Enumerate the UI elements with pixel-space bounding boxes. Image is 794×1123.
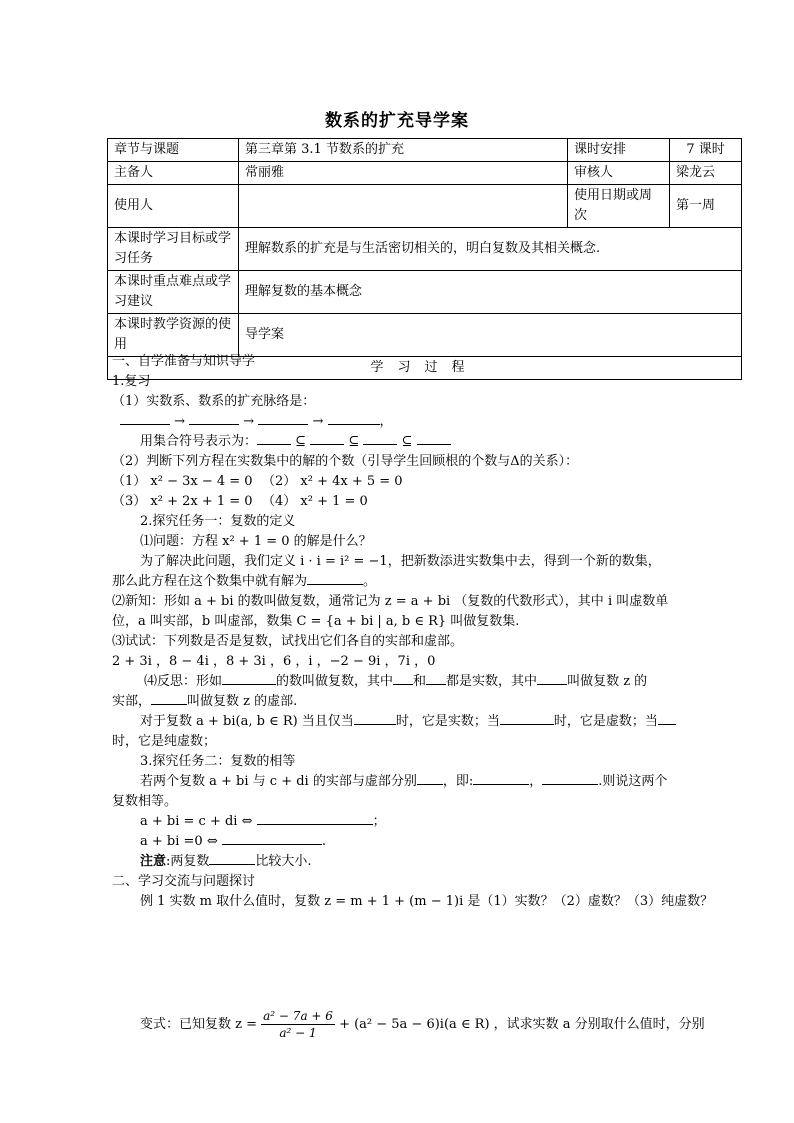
table-cell: 第三章第 3.1 节数系的扩充 <box>239 139 568 162</box>
text: ，即: <box>442 774 474 789</box>
paragraph-text: 那么此方程在这个数集中就有解为 <box>112 574 308 589</box>
lesson-info-table <box>107 138 742 380</box>
equation: （1） x² − 3x − 4 = 0 <box>112 474 253 489</box>
table-row <box>108 228 742 271</box>
text: 对于复数 a + bi(a, b ∈ R) 当且仅当 <box>140 714 354 729</box>
equality-line <box>112 772 692 792</box>
table-row <box>108 139 742 162</box>
question-text: （2）判断下列方程在实数集中的解的个数（引导学生回顾根的个数与Δ的关系）： <box>112 454 579 469</box>
text: . <box>321 834 326 849</box>
table-cell: 第一周 <box>670 185 742 228</box>
table-cell: 本课时学习目标或学习任务 <box>108 228 239 271</box>
fraction-numerator: a² − 7a + 6 <box>263 1009 333 1023</box>
table-cell: 常丽雅 <box>239 162 568 185</box>
table-row <box>108 271 742 314</box>
text: a + bi =0 ⇔ <box>140 834 218 849</box>
lesson-body <box>112 352 714 1041</box>
text: + (a² − 5a − 6)i(a ∈ R) ，试求实数 a 分别取什么值时，分别 <box>339 1017 705 1032</box>
subsection-heading: 2.探究任务一：复数的定义 <box>140 514 296 529</box>
section-heading: 一、自学准备与知识导学 <box>112 354 256 369</box>
equivalence-line <box>112 812 692 832</box>
text: 都是实数，其中 <box>446 674 538 689</box>
text: 实部， <box>112 694 152 709</box>
text: 叫做复数 z 的 <box>567 674 648 689</box>
text: ， <box>529 774 543 789</box>
paragraph <box>112 572 692 592</box>
question-text: ⑴问题：方程 x² + 1 = 0 的解是什么？ <box>140 534 372 549</box>
section-heading: 二、学习交流与问题探讨 <box>112 874 256 889</box>
table-cell <box>239 185 568 228</box>
equation-row <box>112 492 692 512</box>
table-cell: 使用人 <box>108 185 239 228</box>
variant-text <box>112 1008 705 1041</box>
set-notation-label: 用集合符号表示为： <box>140 434 258 449</box>
note-label: 注意 <box>140 854 167 869</box>
condition-line: 时，它是纯虚数； <box>112 734 217 749</box>
table-cell: 7 课时 <box>670 139 742 162</box>
text: .则说这两个 <box>598 774 668 789</box>
text: 比较大小. <box>255 854 312 869</box>
equation: （4） x² + 1 = 0 <box>262 494 368 509</box>
text: :两复数 <box>166 854 210 869</box>
example-text: 例 1 实数 m 取什么值时，复数 z = m + 1 + (m − 1)i 是（1）实数？（2）虚数？（3）纯虚数？ <box>140 894 714 909</box>
text: ； <box>372 814 386 829</box>
table-cell: 本课时教学资源的使用 <box>108 314 239 357</box>
number-list: 2 + 3i ，8 − 4i ，8 + 3i ，6 ，i ，−2 − 9i ，7i ，0 <box>112 654 436 669</box>
table-cell: 使用日期或周次 <box>568 185 670 228</box>
text: ⑷反思：形如 <box>144 674 223 689</box>
reflection-line <box>112 692 692 712</box>
text: 叫做复数 z 的虚部. <box>187 694 298 709</box>
paragraph: ⑵新知：形如 a + bi 的数叫做复数，通常记为 z = a + bi （复数的代数形式），其中 i 叫虚数单 <box>112 594 669 609</box>
condition-line <box>112 712 692 732</box>
table-cell: 理解复数的基本概念 <box>239 271 742 314</box>
text: 若两个复数 a + bi 与 c + di 的实部与虚部分别 <box>140 774 417 789</box>
equation: （2） x² + 4x + 5 = 0 <box>262 474 403 489</box>
table-cell: 导学案 <box>239 314 742 357</box>
document-title: 数系的扩充导学案 <box>325 111 469 131</box>
table-cell: 理解数系的扩充是与生活密切相关的，明白复数及其相关概念. <box>239 228 742 271</box>
table-cell: 审核人 <box>568 162 670 185</box>
text: 变式：已知复数 z = <box>140 1017 258 1032</box>
text: 时，它是实数；当 <box>395 714 500 729</box>
set-notation-line: 用集合符号表示为： ⊆ ⊆ ⊆ <box>112 432 692 452</box>
table-row <box>108 162 742 185</box>
text: a + bi = c + di ⇔ <box>140 814 253 829</box>
text: 和 <box>413 674 427 689</box>
fraction <box>261 1008 335 1041</box>
table-cell: 课时安排 <box>568 139 670 162</box>
equality-line: 复数相等。 <box>112 794 178 809</box>
table-cell: 本课时重点难点或学习建议 <box>108 271 239 314</box>
fraction-denominator: a² − 1 <box>279 1026 317 1040</box>
subsection-heading: 3.探究任务二：复数的相等 <box>140 754 296 769</box>
table-row <box>108 314 742 357</box>
question-text: （1）实数系、数系的扩充脉络是： <box>112 394 316 409</box>
table-cell: 章节与课题 <box>108 139 239 162</box>
equivalence-line <box>112 832 692 852</box>
note-line <box>112 852 692 872</box>
process-header: 学习过程 <box>108 357 742 380</box>
text: 时，它是虚数；当 <box>553 714 658 729</box>
table-cell: 梁龙云 <box>670 162 742 185</box>
equation: （3） x² + 2x + 1 = 0 <box>112 494 253 509</box>
paragraph: 位，a 叫实部，b 叫虚部，数集 C = {a + bi | a, b ∈ R} 叫做复数集. <box>112 614 520 629</box>
subsection-heading: 1.复习 <box>112 374 151 389</box>
equation-row <box>112 472 692 492</box>
paragraph: 为了解决此问题，我们定义 i · i = i² = −1，把新数添进实数集中去，得到一个新的数集， <box>140 554 661 569</box>
paragraph-text: 。 <box>363 574 377 589</box>
reflection-line <box>112 672 692 692</box>
blank-chain: → → → ， <box>112 412 692 432</box>
table-cell: 主备人 <box>108 162 239 185</box>
paragraph: ⑶试试：下列数是否是复数，试找出它们各自的实部和虚部。 <box>112 634 464 649</box>
text: 的数叫做复数，其中 <box>276 674 394 689</box>
table-row <box>108 185 742 228</box>
